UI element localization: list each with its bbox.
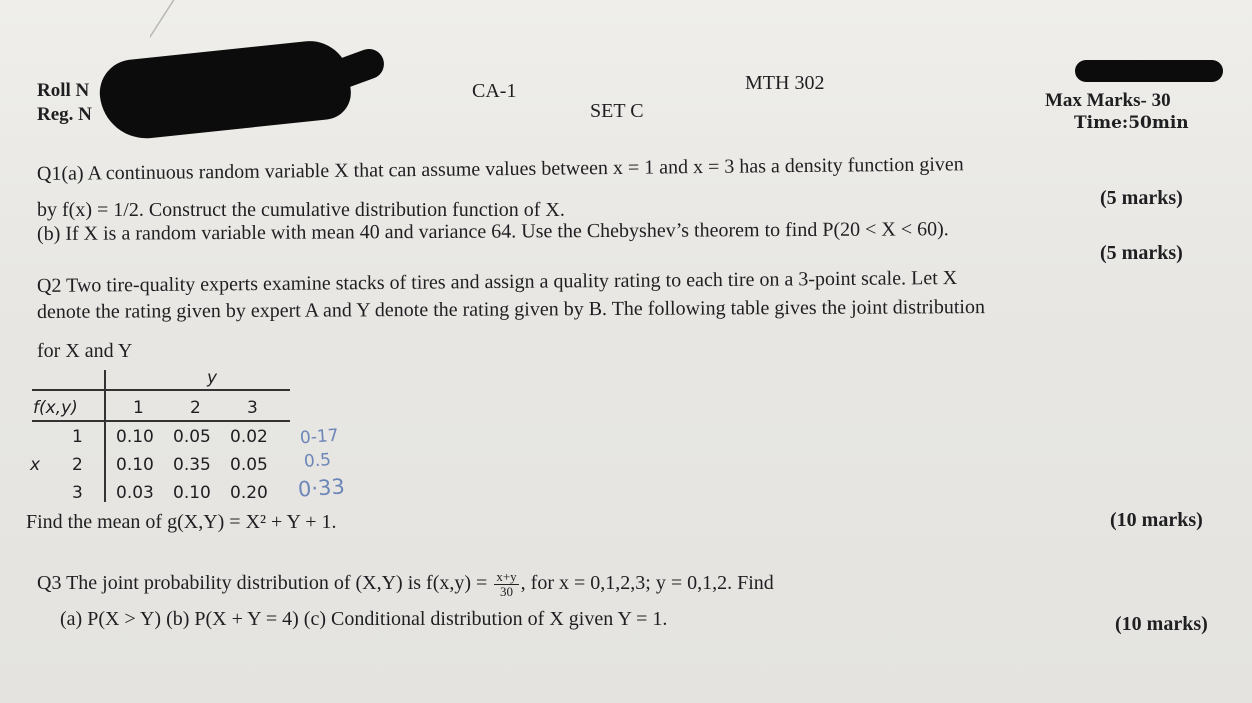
table-x-label: x [30, 455, 41, 475]
table-cell: 0.02 [230, 427, 268, 447]
q1a-text-line2: by f(x) = 1/2. Construct the cumulative distribution function of X. [37, 199, 565, 221]
table-row-divider [104, 420, 106, 502]
q1b-marks: (5 marks) [1100, 242, 1183, 264]
table-cell: 0.10 [173, 483, 211, 503]
q3-fraction-numerator: x+y [496, 569, 517, 584]
table-row-header: 1 [72, 427, 83, 447]
q2-find-text: Find the mean of g(X,Y) = X² + Y + 1. [26, 511, 337, 533]
table-header-rule [32, 420, 290, 422]
q2-text-line1: Q2 Two tire-quality experts examine stacks of tires and assign a quality rating to each tire on a 3-point scale. Let X [36, 266, 958, 297]
q3-text-line1-end: , for x = 0,1,2,3; y = 0,1,2. Find [520, 572, 774, 595]
pen-stroke-decoration [150, 0, 230, 45]
q3-fraction-denominator: 30 [499, 584, 513, 599]
table-col-header: 3 [247, 398, 258, 418]
q1a-text-line1: Q1(a) A continuous random variable X that can assume values between x = 1 and x = 3 has a density function given [36, 153, 964, 185]
q1b-text: (b) If X is a random variable with mean 40 and variance 64. Use the Chebyshev’s theorem to find P(20 < X < 60). [36, 218, 949, 245]
q3-text-line1-start: Q3 The joint probability distribution of (X,Y) is f(x,y) = [37, 572, 488, 595]
redaction-mark-left [97, 37, 354, 143]
handwritten-row-sum: 0·33 [297, 474, 346, 502]
table-row-header: 2 [72, 455, 83, 475]
set-label: SET C [590, 100, 644, 122]
table-top-rule [32, 389, 290, 391]
table-row-header: 3 [72, 483, 83, 503]
table-cell: 0.35 [173, 455, 211, 475]
registration-number-label: Reg. N [37, 104, 92, 125]
q3-text-line1 [37, 570, 774, 599]
time-limit: Time:50min [1074, 113, 1189, 133]
table-cell: 0.10 [116, 427, 154, 447]
q3-fraction [494, 570, 518, 599]
max-marks: Max Marks- 30 [1045, 90, 1171, 111]
table-corner-label: f(x,y) [33, 398, 78, 418]
exam-title: CA-1 [472, 80, 517, 102]
table-cell: 0.03 [116, 483, 154, 503]
table-col-header: 2 [190, 398, 201, 418]
table-cell: 0.05 [173, 427, 211, 447]
q3-text-line2: (a) P(X > Y) (b) P(X + Y = 4) (c) Conditional distribution of X given Y = 1. [60, 608, 668, 630]
q1a-marks: (5 marks) [1100, 187, 1183, 209]
q3-marks: (10 marks) [1115, 613, 1208, 635]
table-cell: 0.05 [230, 455, 268, 475]
table-y-label: y [207, 368, 218, 388]
q2-marks: (10 marks) [1110, 509, 1203, 531]
table-corner-divider [104, 370, 106, 420]
redaction-mark-right [1075, 60, 1223, 82]
handwritten-row-sum: 0-17 [299, 425, 340, 449]
handwritten-row-sum: 0.5 [303, 450, 332, 472]
q2-text-line2: denote the rating given by expert A and Y denote the rating given by B. The following table gives the joint distribution [36, 296, 986, 323]
roll-number-label: Roll N [37, 80, 90, 101]
q2-text-line3: for X and Y [37, 340, 133, 362]
table-cell: 0.10 [116, 455, 154, 475]
table-cell: 0.20 [230, 483, 268, 503]
table-col-header: 1 [133, 398, 144, 418]
course-code: MTH 302 [745, 72, 825, 94]
